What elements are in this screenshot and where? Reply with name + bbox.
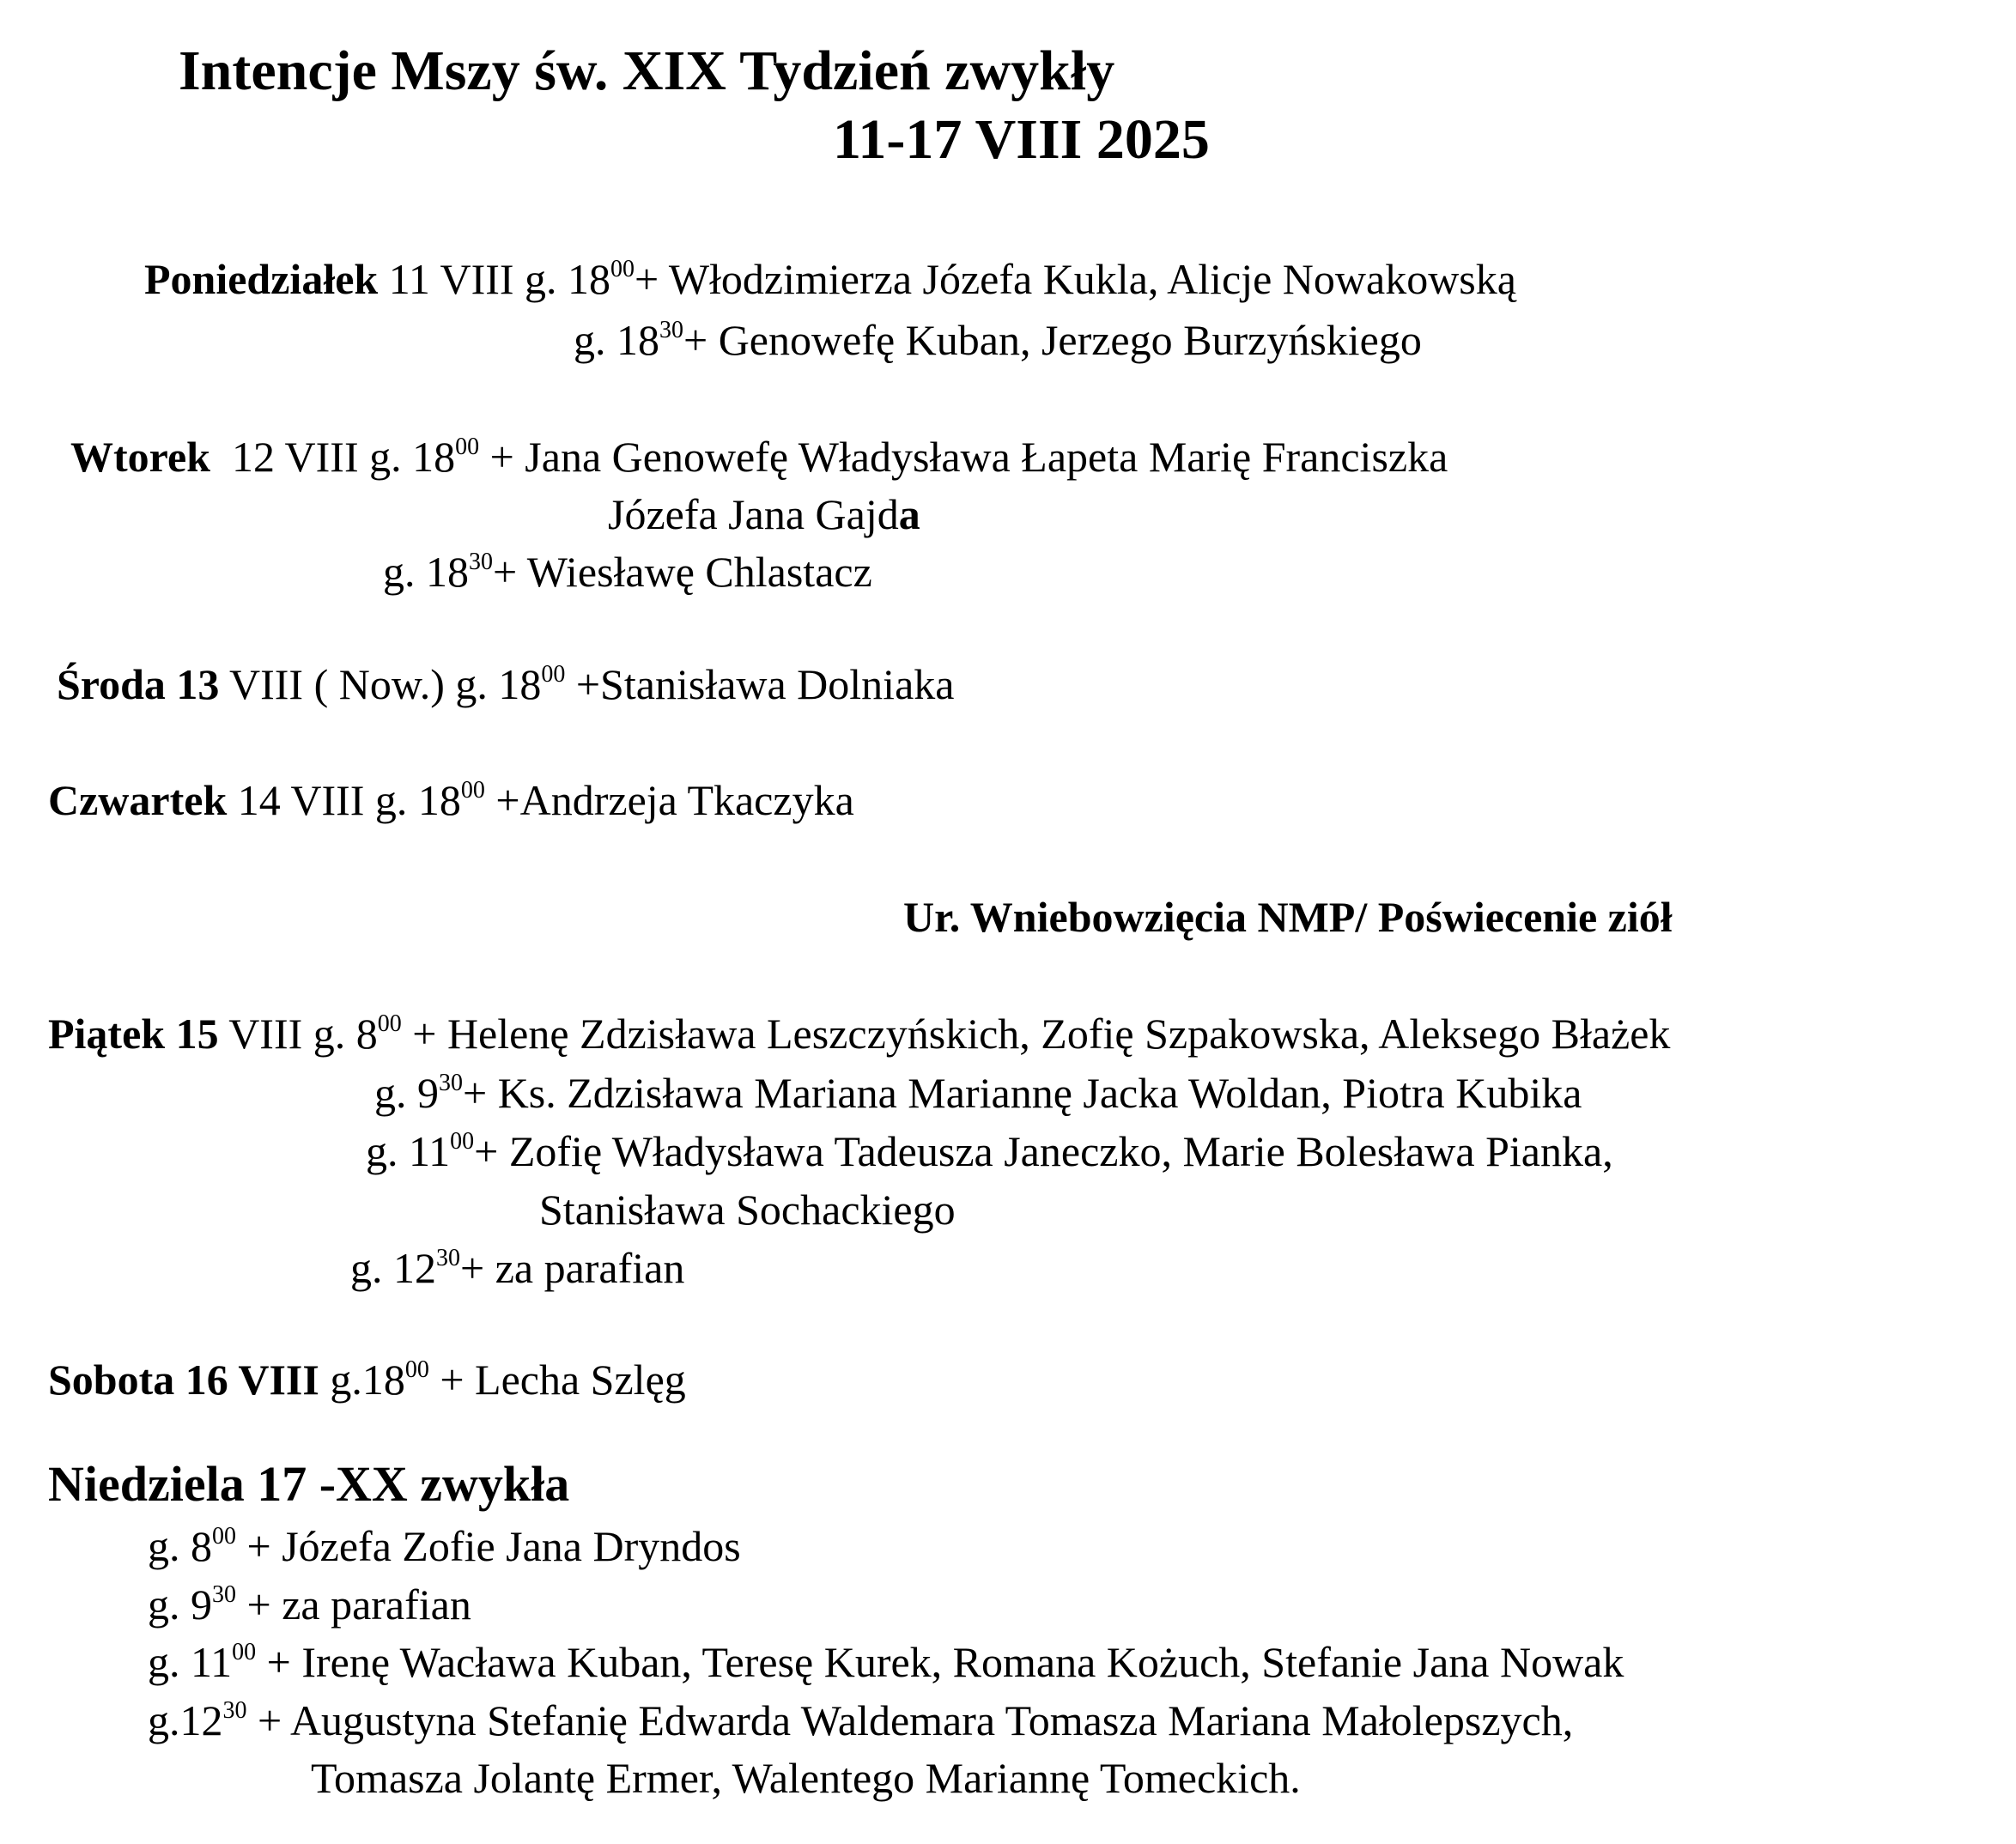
friday-mass-2: g. $9^{30}+ Ks$. Zdzisława Mariana Mariannę Jacka Woldan, Piotra Kubika [374, 1069, 1582, 1117]
wednesday-mass-1: Środa 13 VIII ( Now.) g. $18^{00}$ +Stanisława Dolniaka [57, 660, 955, 708]
day-label: Czwartek [48, 776, 228, 824]
monday-mass-2: g. $18^{30}+$ Genowefę Kuban, Jerzego Burzyńskiego [574, 316, 1422, 364]
tuesday-mass-1: Wtorek 12 VIII g. $18^{00}$ + Jana Genowefę Władysława Łapeta Marię Franciszka [70, 433, 1448, 481]
sunday-mass-1: g. $8^{00}$ + Józefa Zofie Jana Dryndos [148, 1522, 741, 1570]
sunday-mass-4: $g.12^{30}$ + Augustyna Stefanię Edwarda Waldemara Tomasza Mariana Małolepszych, [148, 1696, 1574, 1744]
sunday-heading: Niedziela 17 -XX zwykła [48, 1456, 570, 1512]
day-label: Środa 13 [57, 660, 220, 708]
sunday-mass-3: g. $11^{00}$ + Irenę Wacława Kuban, Teresę Kurek, Romana Kożuch, Stefanie Jana Nowak [148, 1638, 1624, 1686]
page-title: Intencje Mszy św. XIX Tydzień zwykły [179, 39, 1115, 102]
sunday-mass-2: g. $9^{30}$ + za parafian [148, 1580, 471, 1629]
day-label: Poniedziałek [144, 255, 379, 303]
tuesday-mass-2: g. $18^{30}+$ Wiesławę Chlastacz [383, 548, 872, 596]
monday-mass-1: Poniedziałek 11 VIII g. $18^{00}+$ Włodzimierza Józefa Kukla, Alicje Nowakowską [144, 255, 1516, 303]
day-label: Sobota 16 VIII [48, 1356, 319, 1404]
friday-mass-4: g. $12^{30}+$ za parafian [350, 1244, 685, 1292]
thursday-mass-1: Czwartek 14 VIII g. $18^{00}$ +Andrzeja Tkaczyka [48, 776, 854, 824]
feast-heading: Ur. Wniebowzięcia NMP/ Poświecenie ziół [903, 893, 1673, 941]
friday-mass-3-cont: Stanisława Sochackiego [539, 1186, 956, 1234]
day-label: Wtorek [70, 433, 210, 481]
sunday-mass-4-cont: Tomasza Jolantę Ermer, Walentego Mariannę Tomeckich. [311, 1754, 1301, 1802]
tuesday-mass-1-cont: Józefa Jana Gajda [608, 490, 920, 538]
saturday-mass-1: Sobota 16 VIII $g.18^{00}$ + Lecha Szlęg [48, 1356, 686, 1404]
friday-mass-3: g. $11^{00}+$ Zofię Władysława Tadeusza Janeczko, Marie Bolesława Pianka, [366, 1127, 1613, 1175]
day-label: Piątek 15 [48, 1010, 219, 1058]
friday-mass-1: Piątek 15 VIII g. $8^{00}$ + Helenę Zdzisława Leszczyńskich, Zofię Szpakowska, Aleksego Błażek [48, 1010, 1671, 1058]
date-range: 11-17 VIII 2025 [833, 108, 1210, 171]
